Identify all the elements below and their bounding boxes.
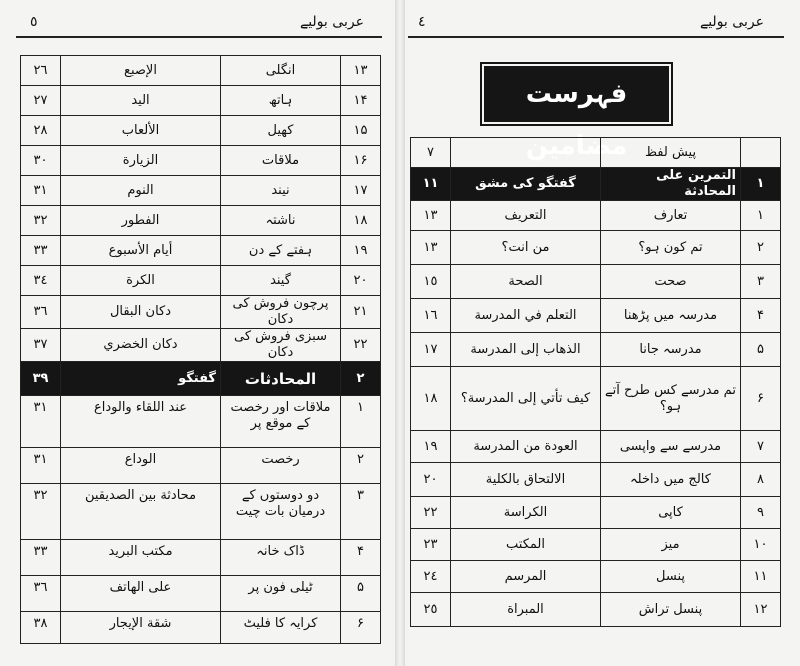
- arabic-title: المرسم: [451, 561, 601, 593]
- page-number: ٣٧: [21, 329, 61, 362]
- urdu-title: ملاقات اور رخصت کے موقع پر: [221, 396, 341, 448]
- item-number: ۶: [741, 367, 781, 431]
- arabic-title: التعريف: [451, 201, 601, 231]
- item-number: ۱: [341, 396, 381, 448]
- section-page: ٣٩: [21, 362, 61, 396]
- page-number: ٢٠: [411, 463, 451, 497]
- urdu-title: مدرسہ جانا: [601, 333, 741, 367]
- urdu-title: گیند: [221, 266, 341, 296]
- item-number: ۱۴: [341, 86, 381, 116]
- item-number: ۴: [741, 299, 781, 333]
- item-number: ۱۱: [741, 561, 781, 593]
- arabic-title: الذهاب إلى المدرسة: [451, 333, 601, 367]
- toc-row: [21, 396, 381, 448]
- page-number: ٣١: [21, 448, 61, 484]
- toc-row: [411, 497, 781, 529]
- toc-row: [21, 296, 381, 329]
- item-number: ۱۳: [341, 56, 381, 86]
- arabic-title: الصحة: [451, 265, 601, 299]
- toc-row: [411, 367, 781, 431]
- page-number: ٢٧: [21, 86, 61, 116]
- urdu-title: ہاتھ: [221, 86, 341, 116]
- page-number: ٣٢: [21, 484, 61, 540]
- urdu-title: پنسل تراش: [601, 593, 741, 627]
- preface-label: پیش لفظ: [601, 138, 741, 168]
- page-number: ٢٢: [411, 497, 451, 529]
- arabic-title: شقة الإيجار: [61, 612, 221, 644]
- toc-row: [21, 116, 381, 146]
- arabic-title: العودة من المدرسة: [451, 431, 601, 463]
- toc-row: [411, 529, 781, 561]
- right-page-number: ٤: [418, 14, 426, 30]
- urdu-title: مدرسے سے واپسی: [601, 431, 741, 463]
- left-page-number: ٥: [30, 14, 38, 30]
- toc-row: [411, 561, 781, 593]
- page-number: ٣١: [21, 176, 61, 206]
- section-header: [21, 362, 381, 396]
- urdu-title: پرچون فروش کی دکان: [221, 296, 341, 329]
- item-number: ۱۰: [741, 529, 781, 561]
- item-number: ۵: [341, 576, 381, 612]
- arabic-title: الكراسة: [451, 497, 601, 529]
- page-number: ٢٥: [411, 593, 451, 627]
- section-header: [411, 168, 781, 201]
- left-running-head: عربی بولیے: [300, 14, 364, 30]
- urdu-title: ناشتہ: [221, 206, 341, 236]
- urdu-title: تم کون ہو؟: [601, 231, 741, 265]
- section-urdu: گفتگو: [61, 362, 221, 396]
- arabic-title: الألعاب: [61, 116, 221, 146]
- urdu-title: انگلی: [221, 56, 341, 86]
- arabic-title: كيف تأتي إلى المدرسة؟: [451, 367, 601, 431]
- item-number: ۲۰: [341, 266, 381, 296]
- book-gutter: [395, 0, 405, 666]
- preface-page: ٧: [411, 138, 451, 168]
- toc-row: [21, 448, 381, 484]
- section-urdu: گفتگو کی مشق: [451, 168, 601, 201]
- arabic-title: المكتب: [451, 529, 601, 561]
- page-number: ٣٨: [21, 612, 61, 644]
- urdu-title: ملاقات: [221, 146, 341, 176]
- arabic-title: المبراة: [451, 593, 601, 627]
- urdu-title: میز: [601, 529, 741, 561]
- page-number: ٣٦: [21, 296, 61, 329]
- item-number: ۶: [341, 612, 381, 644]
- toc-row: [21, 56, 381, 86]
- toc-row: [21, 176, 381, 206]
- section-number: ۱: [741, 168, 781, 201]
- toc-row: [411, 431, 781, 463]
- page-number: ١٧: [411, 333, 451, 367]
- empty-cell: [451, 138, 601, 168]
- urdu-title: دو دوستوں کے درمیان بات چیت: [221, 484, 341, 540]
- arabic-title: دكان الخضري: [61, 329, 221, 362]
- item-number: ۱: [741, 201, 781, 231]
- page-number: ١٥: [411, 265, 451, 299]
- item-number: ۱۷: [341, 176, 381, 206]
- item-number: ۸: [741, 463, 781, 497]
- arabic-title: اليد: [61, 86, 221, 116]
- arabic-title: الزيارة: [61, 146, 221, 176]
- item-number: ۱۲: [741, 593, 781, 627]
- arabic-title: التعلم في المدرسة: [451, 299, 601, 333]
- urdu-title: ڈاک خانہ: [221, 540, 341, 576]
- toc-row: [21, 206, 381, 236]
- left-contents-table: [20, 55, 381, 644]
- arabic-title: مكتب البريد: [61, 540, 221, 576]
- section-page: ١١: [411, 168, 451, 201]
- section-arabic: المحادثات: [221, 362, 341, 396]
- item-number: ۱۶: [341, 146, 381, 176]
- urdu-title: ٹیلی فون پر: [221, 576, 341, 612]
- empty-cell: [741, 138, 781, 168]
- page-number: ٢٨: [21, 116, 61, 146]
- toc-row: [411, 593, 781, 627]
- toc-row: [411, 265, 781, 299]
- toc-row: [21, 484, 381, 540]
- item-number: ۲: [341, 448, 381, 484]
- left-header-rule: [16, 36, 382, 38]
- page-number: ٣٣: [21, 540, 61, 576]
- right-contents-table: [410, 137, 781, 627]
- right-header-rule: [408, 36, 784, 38]
- arabic-title: الكرة: [61, 266, 221, 296]
- arabic-title: الإصبع: [61, 56, 221, 86]
- urdu-title: کالج میں داخلہ: [601, 463, 741, 497]
- urdu-title: پنسل: [601, 561, 741, 593]
- item-number: ۴: [341, 540, 381, 576]
- item-number: ۱۵: [341, 116, 381, 146]
- toc-row: [411, 231, 781, 265]
- toc-row: [21, 146, 381, 176]
- page-number: ٣٦: [21, 576, 61, 612]
- urdu-title: مدرسہ میں پڑھنا: [601, 299, 741, 333]
- arabic-title: محادثة بين الصديقين: [61, 484, 221, 540]
- page-number: ١٣: [411, 231, 451, 265]
- page-number: ٢٦: [21, 56, 61, 86]
- item-number: ۱۸: [341, 206, 381, 236]
- page-number: ٣٢: [21, 206, 61, 236]
- toc-row: [411, 299, 781, 333]
- item-number: ۲: [741, 231, 781, 265]
- urdu-title: ہفتے کے دن: [221, 236, 341, 266]
- item-number: ۳: [741, 265, 781, 299]
- urdu-title: کھیل: [221, 116, 341, 146]
- right-running-head: عربی بولیے: [700, 14, 764, 30]
- section-arabic: التمرين على المحادثة: [601, 168, 741, 201]
- page-number: ١٩: [411, 431, 451, 463]
- toc-row: [21, 266, 381, 296]
- urdu-title: تعارف: [601, 201, 741, 231]
- urdu-title: صحت: [601, 265, 741, 299]
- item-number: ۹: [741, 497, 781, 529]
- page-number: ١٦: [411, 299, 451, 333]
- arabic-title: من انت؟: [451, 231, 601, 265]
- item-number: ۷: [741, 431, 781, 463]
- page-number: ٢٤: [411, 561, 451, 593]
- arabic-title: على الهاتف: [61, 576, 221, 612]
- urdu-title: تم مدرسے کس طرح آتے ہو؟: [601, 367, 741, 431]
- toc-row: [411, 333, 781, 367]
- page-number: ٣٣: [21, 236, 61, 266]
- item-number: ۲۱: [341, 296, 381, 329]
- toc-row: [21, 86, 381, 116]
- item-number: ۲۲: [341, 329, 381, 362]
- item-number: ۳: [341, 484, 381, 540]
- toc-row: [411, 463, 781, 497]
- urdu-title: کرایہ کا فلیٹ: [221, 612, 341, 644]
- toc-row: [21, 576, 381, 612]
- arabic-title: دكان البقال: [61, 296, 221, 329]
- toc-row: [411, 201, 781, 231]
- arabic-title: النوم: [61, 176, 221, 206]
- toc-row: [21, 236, 381, 266]
- arabic-title: الوداع: [61, 448, 221, 484]
- arabic-title: عند اللقاء والوداع: [61, 396, 221, 448]
- arabic-title: الفطور: [61, 206, 221, 236]
- page-number: ١٨: [411, 367, 451, 431]
- toc-row: [21, 612, 381, 644]
- toc-row: [21, 329, 381, 362]
- contents-title: فہرست مضامین: [484, 66, 669, 122]
- toc-row: [21, 540, 381, 576]
- arabic-title: أيام الأسبوع: [61, 236, 221, 266]
- urdu-title: کاپی: [601, 497, 741, 529]
- arabic-title: الالتحاق بالكلية: [451, 463, 601, 497]
- item-number: ۵: [741, 333, 781, 367]
- page-number: ٣٤: [21, 266, 61, 296]
- page-number: ١٣: [411, 201, 451, 231]
- urdu-title: سبزی فروش کی دکان: [221, 329, 341, 362]
- page-number: ٢٣: [411, 529, 451, 561]
- urdu-title: نیند: [221, 176, 341, 206]
- page-number: ٣١: [21, 396, 61, 448]
- urdu-title: رخصت: [221, 448, 341, 484]
- section-number: ۲: [341, 362, 381, 396]
- item-number: ۱۹: [341, 236, 381, 266]
- preface-row: [411, 138, 781, 168]
- page-number: ٣٠: [21, 146, 61, 176]
